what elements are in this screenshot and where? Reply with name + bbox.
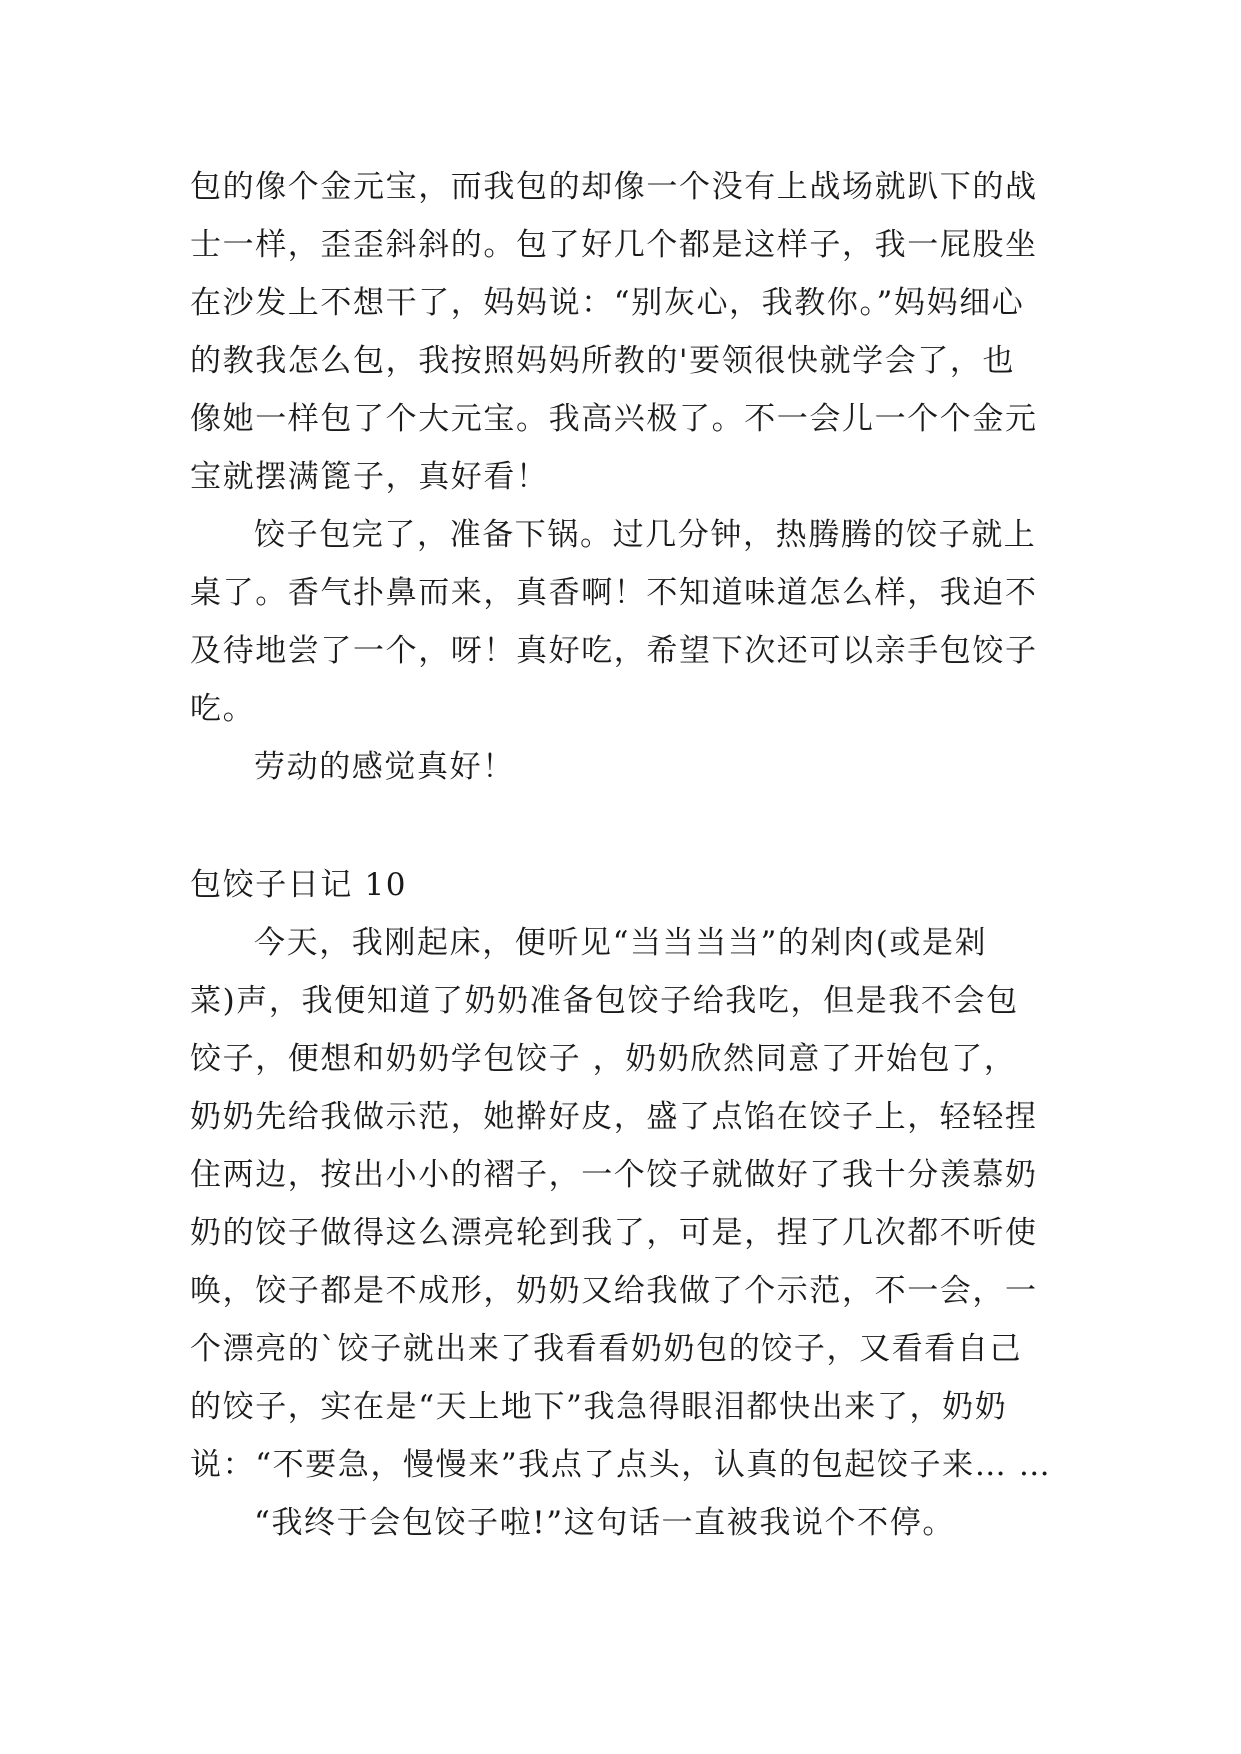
paragraph-line: 奶奶先给我做示范，她擀好皮，盛了点馅在饺子上，轻轻捏 <box>190 1099 1038 1135</box>
paragraph-line: 吃。 <box>190 691 256 727</box>
paragraph-line: 今天，我刚起床，便听见“当当当当”的剁肉(或是剁 <box>254 925 988 961</box>
paragraph-line: 在沙发上不想干了，妈妈说：“别灰心，我教你。”妈妈细心 <box>190 285 1025 321</box>
paragraph-line: 说：“不要急，慢慢来”我点了点头，认真的包起饺子来… … <box>190 1447 1052 1483</box>
paragraph-line: 像她一样包了个大元宝。我高兴极了。不一会儿一个个金元 <box>190 401 1038 437</box>
paragraph-line: 住两边，按出小小的褶子，一个饺子就做好了我十分羡慕奶 <box>190 1157 1038 1193</box>
paragraph-line: 的饺子，实在是“天上地下”我急得眼泪都快出来了，奶奶 <box>190 1389 1008 1425</box>
paragraph-line: 的教我怎么包，我按照妈妈所教的'要领很快就学会了，也 <box>190 343 1016 379</box>
paragraph-line: 饺子包完了，准备下锅。过几分钟，热腾腾的饺子就上 <box>254 517 1037 553</box>
paragraph-line: 士一样，歪歪斜斜的。包了好几个都是这样子，我一屁股坐 <box>190 227 1038 263</box>
section-title: 包饺子日记 10 <box>190 867 408 903</box>
paragraph-line: 唤，饺子都是不成形，奶奶又给我做了个示范，不一会，一 <box>190 1273 1038 1309</box>
paragraph-line: 及待地尝了一个，呀！真好吃，希望下次还可以亲手包饺子 <box>190 633 1038 669</box>
paragraph-line: 菜)声，我便知道了奶奶准备包饺子给我吃，但是我不会包 <box>190 983 1019 1019</box>
paragraph-line: 包的像个金元宝，而我包的却像一个没有上战场就趴下的战 <box>190 169 1038 205</box>
paragraph-line: 劳动的感觉真好！ <box>254 749 515 785</box>
paragraph-line: 桌了。香气扑鼻而来，真香啊！不知道味道怎么样，我迫不 <box>190 575 1038 611</box>
paragraph-line: 饺子，便想和奶奶学包饺子 ，奶奶欣然同意了开始包了， <box>190 1041 1017 1077</box>
paragraph-line: 宝就摆满篦子，真好看！ <box>190 459 549 495</box>
paragraph-line: “我终于会包饺子啦!”这句话一直被我说个不停。 <box>254 1505 955 1541</box>
paragraph-line: 奶的饺子做得这么漂亮轮到我了，可是，捏了几次都不听使 <box>190 1215 1038 1251</box>
paragraph-line: 个漂亮的`饺子就出来了我看看奶奶包的饺子，又看看自己 <box>190 1331 1023 1367</box>
